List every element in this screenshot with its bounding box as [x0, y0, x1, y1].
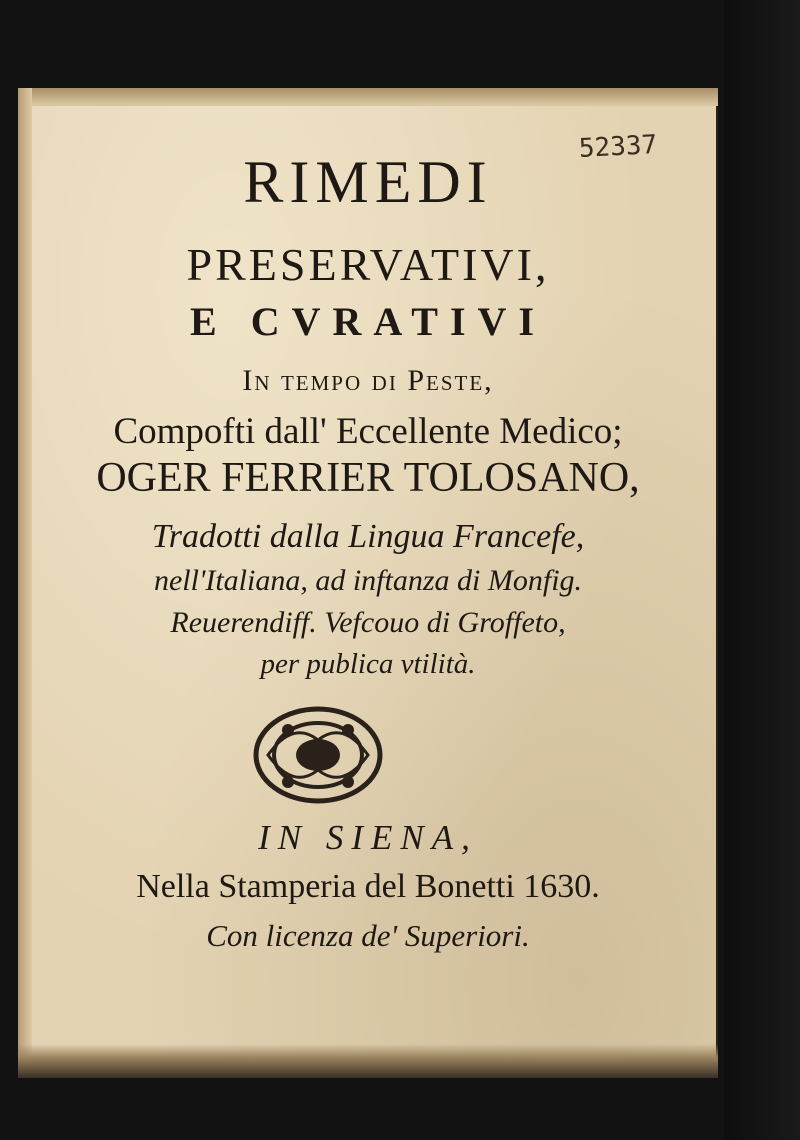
shelfmark-annotation: 52337	[578, 129, 658, 165]
title-line-peste: In tempo di Peste,	[242, 364, 494, 397]
printer-ornament-icon	[248, 700, 388, 810]
translation-line-1: Tradotti dalla Lingua Francefe,	[151, 518, 585, 555]
imprint-printer: Nella Stamperia del Bonetti 1630.	[136, 868, 600, 905]
background-strip	[724, 0, 800, 1140]
translation-line-3: Reuerendiff. Vefcouo di Groffeto,	[170, 606, 566, 639]
page-edge-bottom	[18, 1044, 718, 1078]
page-edge-top	[18, 88, 718, 106]
page-edge-left	[18, 88, 32, 1078]
title-line-rimedi: RIMEDI	[243, 149, 493, 215]
translation-line-2: nell'Italiana, ad inftanza di Monfig.	[153, 564, 583, 597]
title-line-preservativi: PRESERVATIVI,	[186, 239, 550, 290]
author-name: OGER FERRIER TOLOSANO,	[96, 455, 640, 501]
imprint-place: IN SIENA,	[258, 818, 478, 857]
title-line-curativi: E CVRATIVI	[190, 299, 546, 344]
author-line-composed: Compofti dall' Eccellente Medico;	[113, 411, 623, 452]
translation-line-4: per publica vtilità.	[260, 648, 476, 680]
title-page	[18, 88, 718, 1078]
imprint-license: Con licenza de' Superiori.	[206, 918, 530, 953]
